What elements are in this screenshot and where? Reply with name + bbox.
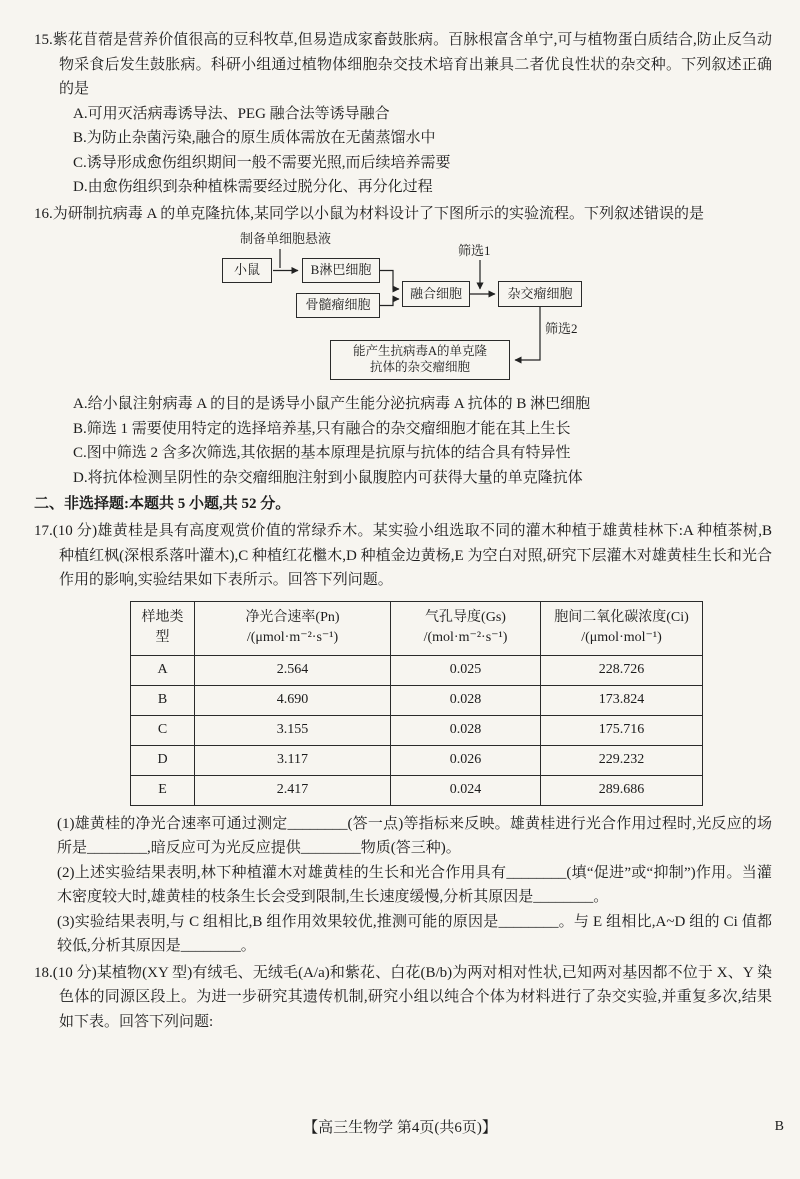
hybridoma-cell-box: 杂交瘤细胞	[498, 281, 582, 307]
q17-stem	[34, 519, 772, 593]
table-row	[131, 655, 703, 685]
page-footer: 【高三生物学 第4页(共6页)】	[303, 1120, 497, 1136]
col-header-pn	[195, 601, 391, 655]
cell-ci: 173.824	[541, 685, 703, 715]
q15-option-a: A.可用灭活病毒诱导法、PEG 融合法等诱导融合	[73, 105, 390, 122]
table-header-row	[131, 601, 703, 655]
cell-pn: 2.417	[195, 775, 391, 805]
cell-pn: 3.155	[195, 715, 391, 745]
q16-option-d: D.将抗体检测呈阴性的杂交瘤细胞注射到小鼠腹腔内可获得大量的单克隆抗体	[73, 469, 583, 486]
myeloma-cell-box: 骨髓瘤细胞	[296, 293, 380, 318]
col-header-ci-unit: /(μmol·mol⁻¹)	[581, 630, 662, 645]
q16-option-a: A.给小鼠注射病毒 A 的目的是诱导小鼠产生能分泌抗病毒 A 抗体的 B 淋巴细胞	[73, 396, 591, 412]
q16-option-b: B.筛选 1 需要使用特定的选择培养基,只有融合的杂交瘤细胞才能在其上生长	[73, 420, 571, 437]
cell-gs: 0.028	[391, 715, 541, 745]
cell-sample-type: E	[131, 775, 195, 805]
q16-option-c: C.图中筛选 2 含多次筛选,其依据的基本原理是抗原与抗体的结合具有特异性	[73, 445, 571, 461]
final-hybridoma-box	[330, 340, 510, 380]
final-hybridoma-line2: 抗体的杂交瘤细胞	[369, 360, 470, 374]
fused-cell-box: 融合细胞	[402, 281, 470, 307]
q16-stem	[34, 202, 772, 227]
col-header-gs	[391, 601, 541, 655]
cell-pn: 4.690	[195, 685, 391, 715]
question-16	[34, 202, 772, 491]
screening-2-label: 筛选2	[545, 321, 578, 336]
cell-sample-type: A	[131, 655, 195, 685]
q17-stem-text: (10 分)雄黄桂是具有高度观赏价值的常绿乔木。某实验小组选取不同的灌木种植于雄黄桂林下:A 种植茶树,B 种植红枫(深根系落叶灌木),C 种植红花檵木,D 种植金边黄杨,E 为空白对照,研究下层灌木对雄黄桂生长和光合作用的影响,实验结果如下表所示。回答下列问题。	[52, 523, 772, 588]
screening-1-label: 筛选1	[458, 243, 491, 258]
table-row	[131, 775, 703, 805]
q18-stem-text: (10 分)某植物(XY 型)有绒毛、无绒毛(A/a)和紫花、白花(B/b)为两对相对性状,已知两对基因都不位于 X、Y 染色体的同源区段上。为进一步研究其遗传机制,研究小组以纯合个体为材料进行了杂交实验,并重复多次,结果如下表。回答下列问题:	[52, 964, 772, 1030]
cell-ci: 228.726	[541, 655, 703, 685]
q17-sub-question-1: (1)雄黄桂的净光合速率可通过测定________(答一点)等指标来反映。雄黄桂进行光合作用过程时,光反应的场所是________,暗反应可为光反应提供________物质(答三种)。	[57, 815, 772, 856]
q17-sub-question-3: (3)实验结果表明,与 C 组相比,B 组作用效果较优,推测可能的原因是________。与 E 组相比,A~D 组的 Ci 值都较低,分析其原因是________。	[57, 913, 772, 954]
final-hybridoma-line1: 能产生抗病毒A的单克隆	[352, 344, 488, 359]
q16-number: 16.	[34, 205, 53, 222]
q18-stem	[34, 961, 772, 1035]
q15-number: 15.	[34, 32, 53, 48]
prep-suspension-label: 制备单细胞悬液	[240, 231, 332, 246]
cell-pn: 2.564	[195, 655, 391, 685]
table-row	[131, 715, 703, 745]
cell-pn: 3.117	[195, 745, 391, 775]
section-2-header: 二、非选择题:本题共 5 小题,共 52 分。	[34, 496, 291, 512]
cell-ci: 175.716	[541, 715, 703, 745]
cell-sample-type: C	[131, 715, 195, 745]
table-row	[131, 745, 703, 775]
cell-ci: 229.232	[541, 745, 703, 775]
col-header-pn-unit: /(μmol·m⁻²·s⁻¹)	[246, 630, 339, 645]
q17-sub-question-2: (2)上述实验结果表明,林下种植灌木对雄黄桂的生长和光合作用具有________(填“促进”或“抑制”)作用。当灌木密度较大时,雄黄桂的枝条生长会受到限制,生长速度缓慢,分析其原因是________。	[57, 864, 772, 905]
q15-stem	[34, 28, 772, 102]
mouse-box: 小鼠	[222, 258, 272, 283]
q16-stem-text: 为研制抗病毒 A 的单克隆抗体,某同学以小鼠为材料设计了下图所示的实验流程。下列叙述错误的是	[52, 205, 705, 222]
cell-sample-type: B	[131, 685, 195, 715]
cell-gs: 0.024	[391, 775, 541, 805]
q17-experiment-table	[130, 601, 703, 806]
q16-flow-diagram	[212, 232, 612, 384]
paper-version-mark: B	[774, 1119, 784, 1134]
cell-gs: 0.025	[391, 655, 541, 685]
q18-number: 18.	[34, 964, 53, 981]
col-header-gs-unit: /(mol·m⁻²·s⁻¹)	[423, 630, 508, 645]
table-row	[131, 685, 703, 715]
col-header-ci	[541, 601, 703, 655]
question-17	[34, 519, 772, 959]
cell-ci: 289.686	[541, 775, 703, 805]
col-header-ci-name: 胞间二氧化碳浓度(Ci)	[554, 610, 689, 625]
col-header-sample-type: 样地类型	[131, 601, 195, 655]
col-header-pn-name: 净光合速率(Pn)	[245, 610, 340, 625]
col-header-gs-name: 气孔导度(Gs)	[425, 610, 506, 625]
cell-sample-type: D	[131, 745, 195, 775]
q15-stem-text: 紫花苜蓿是营养价值很高的豆科牧草,但易造成家畜鼓胀病。百脉根富含单宁,可与植物蛋白质结合,防止反刍动物采食后发生鼓胀病。科研小组通过植物体细胞杂交技术培育出兼具二者优良性状的杂交种。下列叙述正确的是	[52, 32, 772, 97]
q15-option-d: D.由愈伤组织到杂种植株需要经过脱分化、再分化过程	[73, 179, 433, 195]
q15-option-c: C.诱导形成愈伤组织期间一般不需要光照,而后续培养需要	[73, 154, 451, 171]
q17-number: 17.	[34, 523, 53, 539]
question-18	[34, 961, 772, 1035]
b-lymphocyte-box: B淋巴细胞	[302, 258, 380, 283]
cell-gs: 0.026	[391, 745, 541, 775]
cell-gs: 0.028	[391, 685, 541, 715]
q15-option-b: B.为防止杂菌污染,融合的原生质体需放在无菌蒸馏水中	[73, 130, 436, 146]
question-15	[34, 28, 772, 200]
